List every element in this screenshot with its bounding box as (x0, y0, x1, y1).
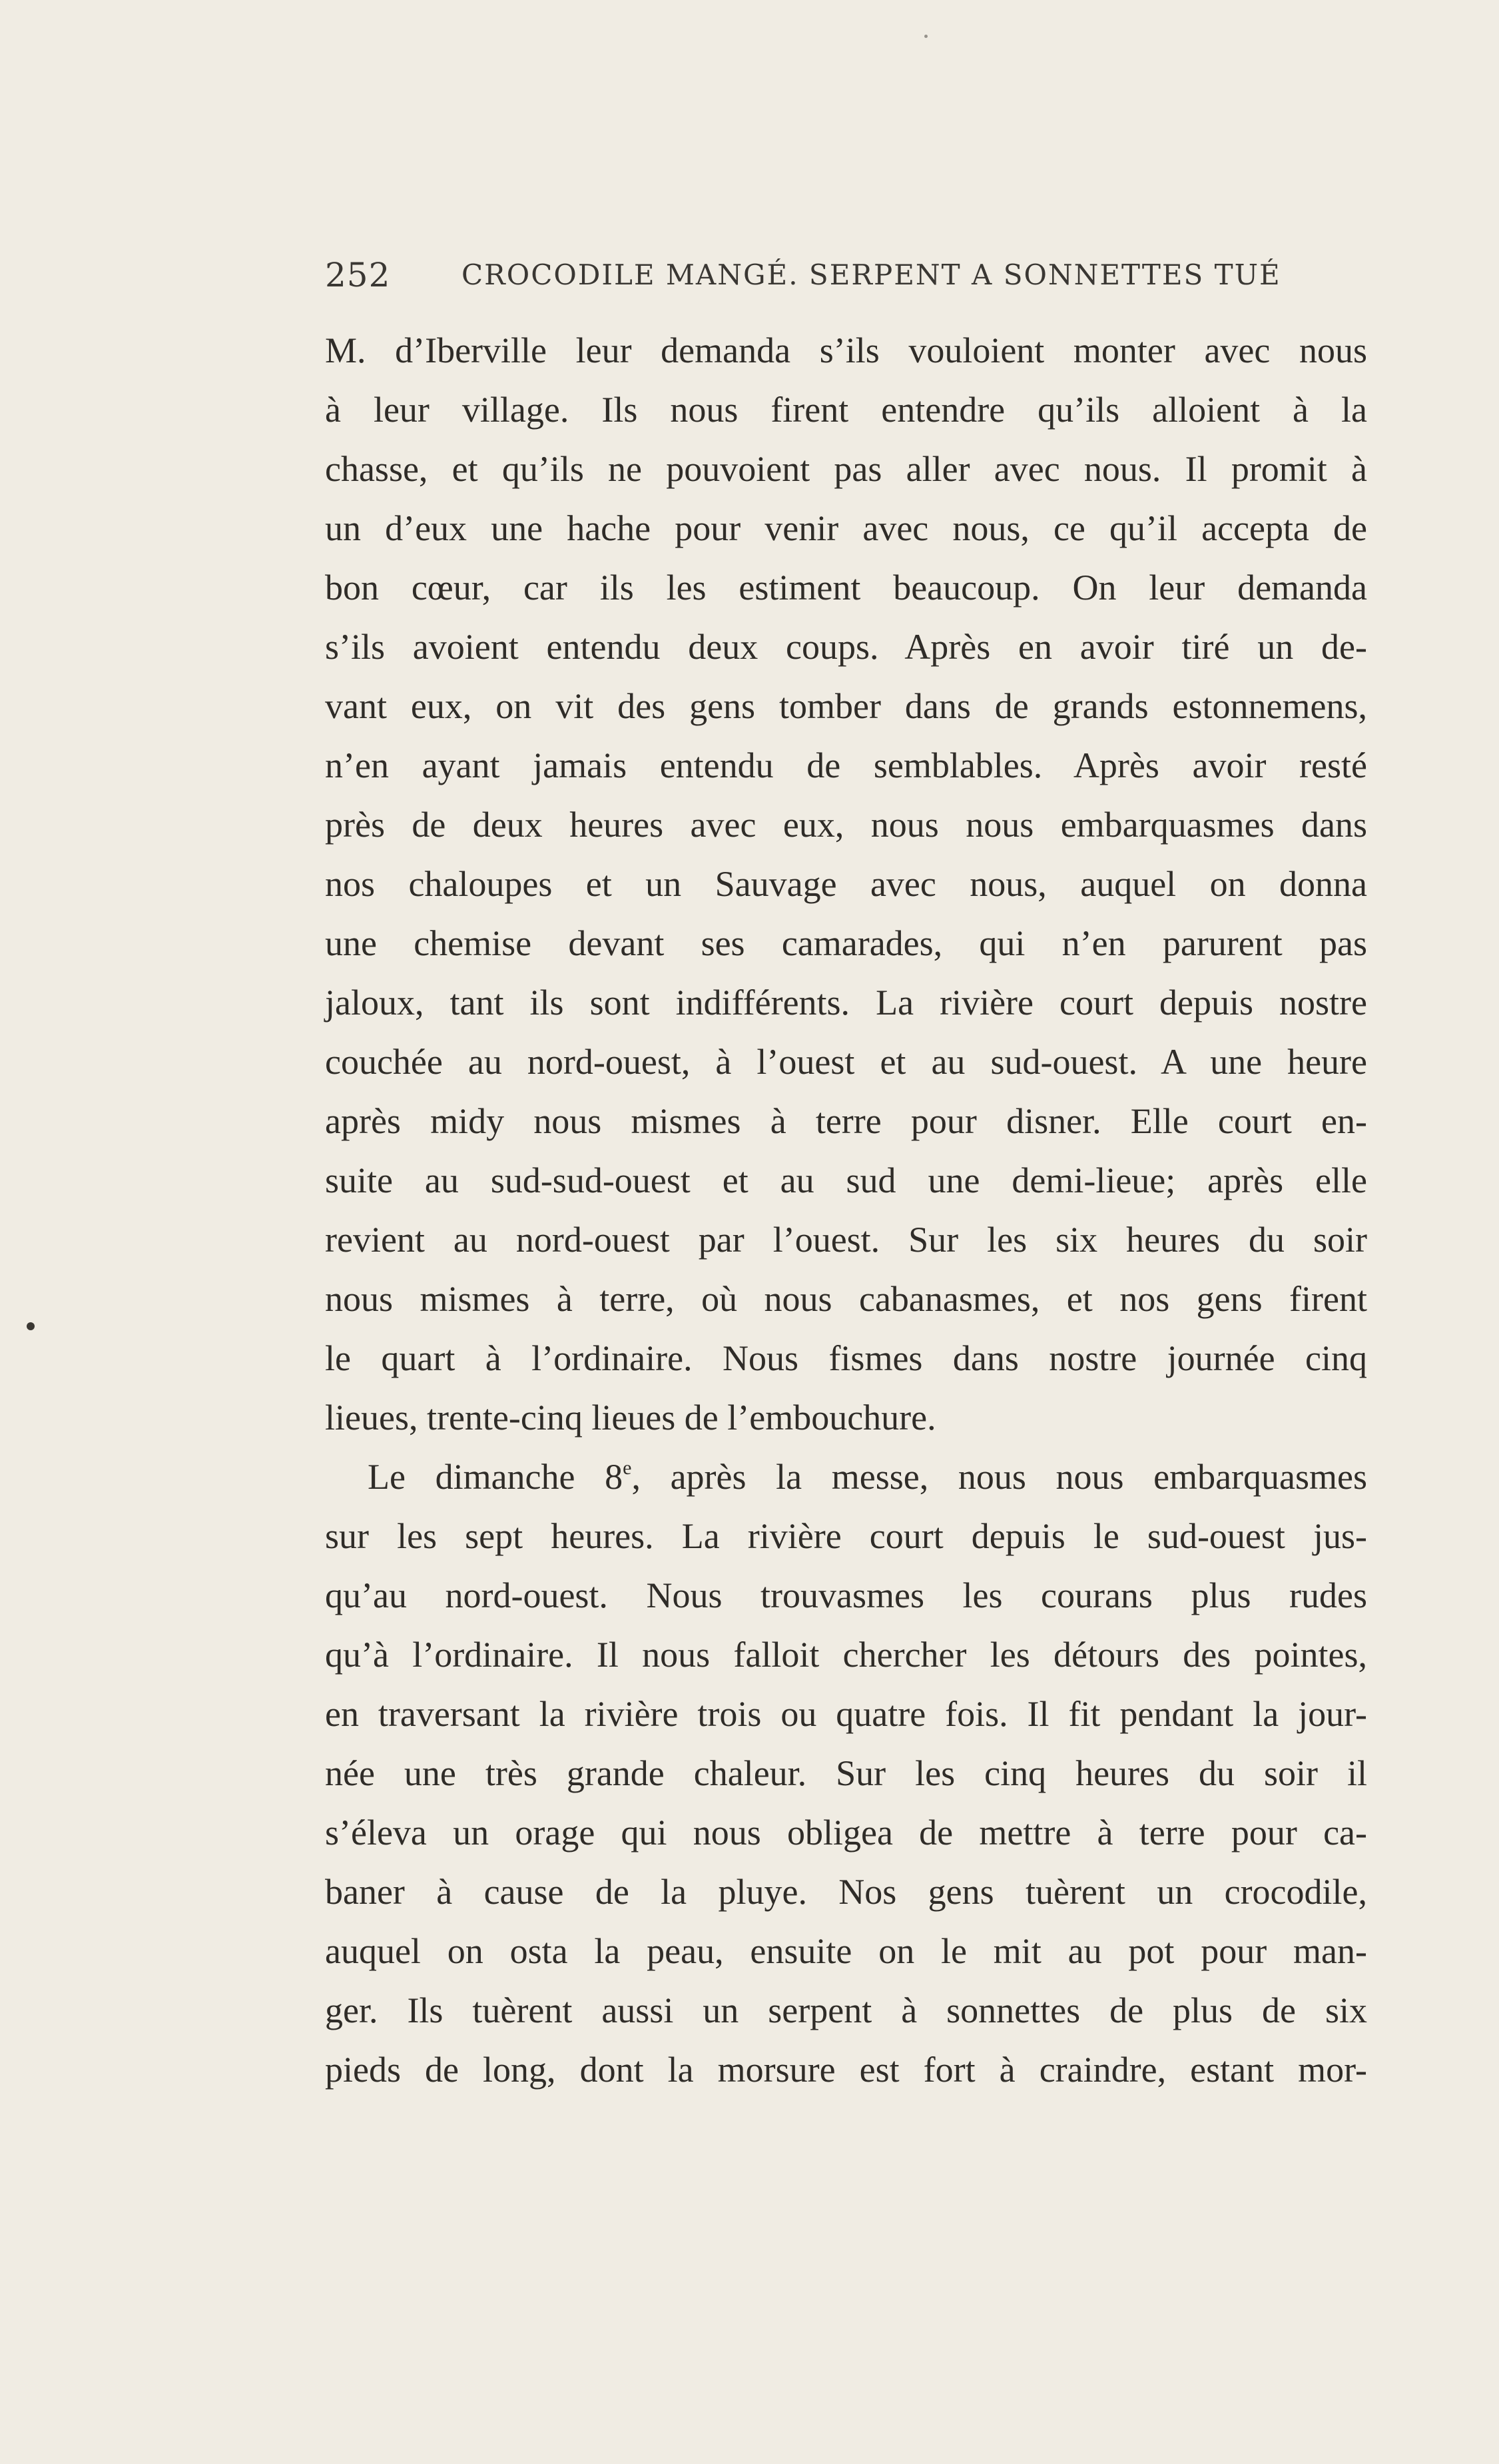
text-run: Le dimanche 8 (368, 1457, 623, 1497)
text-line: une chemise devant ses camarades, qui n’en parurent pas (325, 923, 1367, 963)
text-line: nos chaloupes et un Sauvage avec nous, auquel on donna (325, 864, 1367, 904)
text-line: près de deux heures avec eux, nous nous embarquasmes dans (325, 805, 1367, 845)
text-line: pieds de long, dont la morsure est fort à craindre, estant mor- (325, 2050, 1367, 2090)
text-line: à leur village. Ils nous firent entendre qu’ils alloient à la (325, 390, 1367, 430)
running-title: CROCODILE MANGÉ. SERPENT A SONNETTES TUÉ (461, 258, 1281, 291)
page-number: 252 (325, 256, 391, 294)
text-line-first (325, 1447, 1367, 1507)
text-line: bon cœur, car ils les estiment beaucoup. On leur demanda (325, 568, 1367, 608)
paragraph-2 (325, 1447, 1367, 2100)
text-line: après midy nous mismes à terre pour disner. Elle court en- (325, 1101, 1367, 1141)
text-line: s’ils avoient entendu deux coups. Après en avoir tiré un de- (325, 627, 1367, 667)
text-line: nous mismes à terre, où nous cabanasmes, et nos gens firent (325, 1279, 1367, 1319)
paragraph-1 (325, 321, 1367, 1447)
text-line: vant eux, on vit des gens tomber dans de grands estonnemens, (325, 686, 1367, 726)
text-run: , après la messe, nous nous embarquasmes (631, 1457, 1367, 1497)
text-line: revient au nord-ouest par l’ouest. Sur les six heures du soir (325, 1220, 1367, 1260)
running-header (325, 252, 1281, 305)
text-line: auquel on osta la peau, ensuite on le mit au pot pour man- (325, 1931, 1367, 1971)
paper-speck (924, 35, 928, 38)
text-line: n’en ayant jamais entendu de semblables. Après avoir resté (325, 745, 1367, 785)
superscript: e (623, 1457, 632, 1479)
text-line: suite au sud-sud-ouest et au sud une demi-lieue; après elle (325, 1160, 1367, 1200)
text-line: sur les sept heures. La rivière court depuis le sud-ouest jus- (325, 1516, 1367, 1556)
text-line: un d’eux une hache pour venir avec nous, ce qu’il accepta de (325, 508, 1367, 548)
text-line: ger. Ils tuèrent aussi un serpent à sonnettes de plus de six (325, 1990, 1367, 2030)
body-text (325, 321, 1367, 2100)
text-line: M. d’Iberville leur demanda s’ils vouloient monter avec nous (325, 330, 1367, 370)
text-line: s’éleva un orage qui nous obligea de mettre à terre pour ca- (325, 1813, 1367, 1852)
text-line: couchée au nord-ouest, à l’ouest et au sud-ouest. A une heure (325, 1042, 1367, 1082)
paper-speck (27, 1322, 35, 1330)
text-line: en traversant la rivière trois ou quatre fois. Il fit pendant la jour- (325, 1694, 1367, 1734)
text-line: jaloux, tant ils sont indifférents. La rivière court depuis nostre (325, 983, 1367, 1023)
text-line: le quart à l’ordinaire. Nous fismes dans nostre journée cinq (325, 1338, 1367, 1378)
text-line: qu’à l’ordinaire. Il nous falloit chercher les détours des pointes, (325, 1635, 1367, 1675)
text-line: qu’au nord-ouest. Nous trouvasmes les courans plus rudes (325, 1575, 1367, 1615)
text-line: lieues, trente-cinq lieues de l’embouchure. (325, 1398, 936, 1437)
text-line: née une très grande chaleur. Sur les cinq heures du soir il (325, 1753, 1367, 1793)
text-line: baner à cause de la pluye. Nos gens tuèrent un crocodile, (325, 1872, 1367, 1912)
text-line: chasse, et qu’ils ne pouvoient pas aller avec nous. Il promit à (325, 449, 1367, 489)
